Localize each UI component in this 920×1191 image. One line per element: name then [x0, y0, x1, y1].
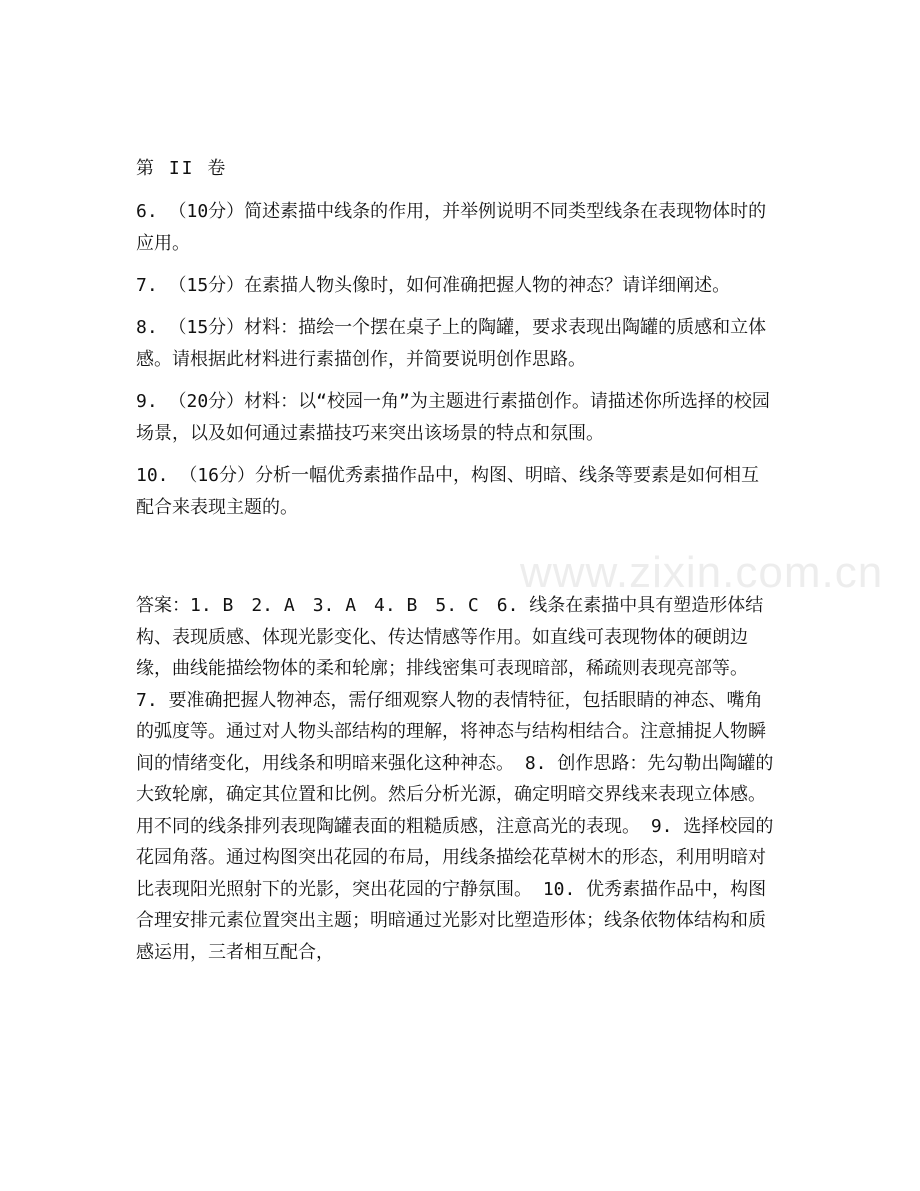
question-7: 7. （15分）在素描人物头像时，如何准确把握人物的神态？请详细阐述。 [136, 275, 731, 296]
question-10: 10. （16分）分析一幅优秀素描作品中，构图、明暗、线条等要素是如何相互配合来表现主题的。 [136, 465, 760, 518]
question-6: 6. （10分）简述素描中线条的作用，并举例说明不同类型线条在表现物体时的应用。 [136, 201, 767, 254]
document-page [136, 150, 776, 968]
question-8: 8. （15分）材料：描绘一个摆在桌子上的陶罐，要求表现出陶罐的质感和立体感。请根据此材料进行素描创作，并简要说明创作思路。 [136, 317, 767, 370]
question-9: 9. （20分）材料：以“校园一角”为主题进行素描创作。请描述你所选择的校园场景，以及如何通过素描技巧来突出该场景的特点和氛围。 [136, 391, 770, 444]
section-heading: 第 II 卷 [136, 158, 228, 179]
watermark: www.zixin.com.cn [520, 548, 884, 597]
answer-block: 答案：1. B 2. A 3. A 4. B 5. C 6. 线条在素描中具有塑造形体结构、表现质感、体现光影变化、传达情感等作用。如直线可表现物体的硬朗边缘，曲线能描绘物体的柔和轮廓；排线密集可表现暗部，稀疏则表现亮部等。 7. 要准确把握人物神态，需仔细观察人物的表情特征，包括眼睛的神态、嘴角的弧度等。通过对人物头部结构的理解，将神态与结构相结合。注意捕捉人物瞬间的情绪变化，用线条和明暗来强化这种神态。 8. 创作思路：先勾勒出陶罐的大致轮廓，确定其位置和比例。然后分析光源，确定明暗交界线来表现立体感。用不同的线条排列表现陶罐表面的粗糙质感，注意高光的表现。 9. 选择校园的花园角落。通过构图突出花园的布局，用线条描绘花草树木的形态，利用明暗对比表现阳光照射下的光影，突出花园的宁静氛围。 10. 优秀素描作品中，构图合理安排元素位置突出主题；明暗通过光影对比塑造形体；线条依物体结构和质感运用，三者相互配合， [136, 595, 774, 963]
